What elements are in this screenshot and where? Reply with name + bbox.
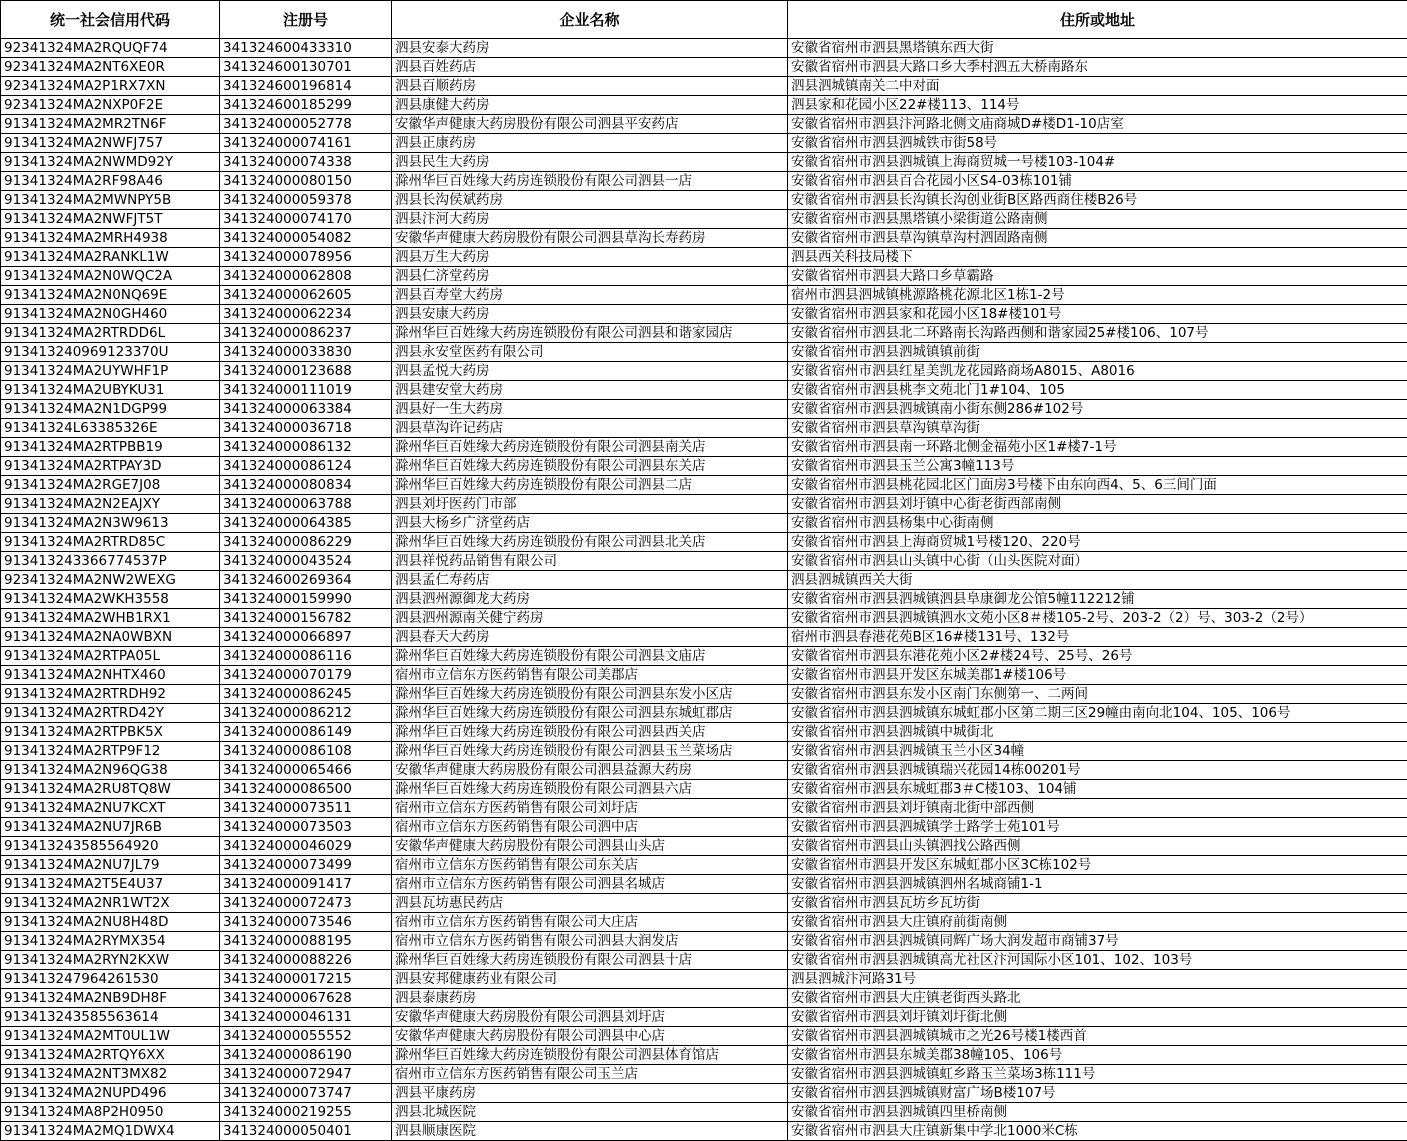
credit-code-cell: 92341324MA2NXP0F2E	[1, 96, 220, 115]
company-name-cell: 滁州华巨百姓缘大药房连锁股份有限公司泗县一店	[392, 172, 788, 191]
table-row	[1, 419, 1407, 438]
table-row	[1, 58, 1407, 77]
table-row	[1, 1103, 1407, 1122]
address-cell: 泗县西关科技局楼下	[788, 248, 1407, 267]
company-name-cell: 泗县安康大药房	[392, 305, 788, 324]
address-cell: 安徽省宿州市泗县大路口乡大季村泗五大桥南路东	[788, 58, 1407, 77]
address-cell: 安徽省宿州市泗县刘圩镇南北街中部西侧	[788, 799, 1407, 818]
company-name-cell: 泗县顺康医院	[392, 1122, 788, 1141]
credit-code-cell: 91341324L63385326E	[1, 419, 220, 438]
registration-number-cell: 341324000086132	[220, 438, 392, 457]
company-name-cell: 泗县孟悦大药房	[392, 362, 788, 381]
company-name-cell: 宿州市立信东方医药销售有限公司泗县名城店	[392, 875, 788, 894]
registration-number-cell: 341324600433310	[220, 39, 392, 58]
credit-code-cell: 91341324MA2RTPA05L	[1, 647, 220, 666]
table-row	[1, 514, 1407, 533]
company-name-cell: 泗县北城医院	[392, 1103, 788, 1122]
table-row	[1, 742, 1407, 761]
company-name-cell: 滁州华巨百姓缘大药房连锁股份有限公司泗县东发小区店	[392, 685, 788, 704]
table-row	[1, 533, 1407, 552]
table-row	[1, 1046, 1407, 1065]
company-name-cell: 泗县百寿堂大药房	[392, 286, 788, 305]
company-name-cell: 滁州华巨百姓缘大药房连锁股份有限公司泗县十店	[392, 951, 788, 970]
company-name-cell: 泗县刘圩医药门市部	[392, 495, 788, 514]
table-row	[1, 134, 1407, 153]
credit-code-cell: 92341324MA2NW2WEXG	[1, 571, 220, 590]
address-cell: 安徽省宿州市泗县草沟镇草沟街	[788, 419, 1407, 438]
table-row	[1, 685, 1407, 704]
company-name-cell: 泗县泗州源南关健宁药房	[392, 609, 788, 628]
table-row	[1, 1084, 1407, 1103]
address-cell: 安徽省宿州市泗县泗城镇东城虹郡小区第二期三区29幢由南向北104、105、106号	[788, 704, 1407, 723]
column-header-company-name: 企业名称	[392, 1, 788, 39]
table-row	[1, 837, 1407, 856]
credit-code-cell: 91341324MA2N96QG38	[1, 761, 220, 780]
credit-code-cell: 91341324MA2UBYKU31	[1, 381, 220, 400]
table-row	[1, 381, 1407, 400]
address-cell: 安徽省宿州市泗县泗城镇学士路学士苑101号	[788, 818, 1407, 837]
table-row	[1, 229, 1407, 248]
address-cell: 安徽省宿州市泗县山头镇中心街（山头医院对面）	[788, 552, 1407, 571]
address-cell: 安徽省宿州市泗县泗城镇泗州名城商铺1-1	[788, 875, 1407, 894]
registration-number-cell: 341324000046131	[220, 1008, 392, 1027]
address-cell: 泗县家和花园小区22#楼113、114号	[788, 96, 1407, 115]
column-header-credit-code: 统一社会信用代码	[1, 1, 220, 39]
company-name-cell: 泗县建安堂大药房	[392, 381, 788, 400]
table-row	[1, 400, 1407, 419]
address-cell: 安徽省宿州市泗县杨集中心街南侧	[788, 514, 1407, 533]
credit-code-cell: 91341324MA2MT0UL1W	[1, 1027, 220, 1046]
company-name-cell: 泗县正康药房	[392, 134, 788, 153]
company-name-cell: 泗县泗州源御龙大药房	[392, 590, 788, 609]
registration-number-cell: 341324000073546	[220, 913, 392, 932]
registration-number-cell: 341324000088195	[220, 932, 392, 951]
table-row	[1, 951, 1407, 970]
table-row	[1, 115, 1407, 134]
registration-number-cell: 341324000159990	[220, 590, 392, 609]
credit-code-cell: 91341324MA2NR1WT2X	[1, 894, 220, 913]
registration-number-cell: 341324000080834	[220, 476, 392, 495]
registration-number-cell: 341324000072947	[220, 1065, 392, 1084]
table-row	[1, 1122, 1407, 1141]
address-cell: 安徽省宿州市泗县百合花园小区S4-03栋101铺	[788, 172, 1407, 191]
registration-number-cell: 341324000070179	[220, 666, 392, 685]
table-row	[1, 248, 1407, 267]
address-cell: 宿州市泗县泗城镇桃源路桃花源北区1栋1-2号	[788, 286, 1407, 305]
address-cell: 泗县泗城镇南关二中对面	[788, 77, 1407, 96]
company-name-cell: 滁州华巨百姓缘大药房连锁股份有限公司泗县和谐家园店	[392, 324, 788, 343]
credit-code-cell: 91341324MA2NU7KCXT	[1, 799, 220, 818]
table-row	[1, 153, 1407, 172]
registration-number-cell: 341324000033830	[220, 343, 392, 362]
credit-code-cell: 91341324MA2NT3MX82	[1, 1065, 220, 1084]
address-cell: 安徽省宿州市泗县泗城镇泗水文苑小区8＃楼105-2号、203-2（2）号、303-2（2号）	[788, 609, 1407, 628]
address-cell: 安徽省宿州市泗县泗城镇玉兰小区34幢	[788, 742, 1407, 761]
credit-code-cell: 91341324MA2RTRD42Y	[1, 704, 220, 723]
address-cell: 安徽省宿州市泗县泗城镇瑞兴花园14栋00201号	[788, 761, 1407, 780]
address-cell: 安徽省宿州市泗县泗城镇虹乡路玉兰菜场3栋111号	[788, 1065, 1407, 1084]
table-row	[1, 305, 1407, 324]
table-row	[1, 96, 1407, 115]
company-name-cell: 泗县仁济堂药房	[392, 267, 788, 286]
registration-number-cell: 341324600196814	[220, 77, 392, 96]
company-name-cell: 安徽华声健康大药房股份有限公司泗县平安药店	[392, 115, 788, 134]
credit-code-cell: 92341324MA2RQUQF74	[1, 39, 220, 58]
address-cell: 安徽省宿州市泗县大庄镇府前街南侧	[788, 913, 1407, 932]
address-cell: 安徽省宿州市泗县红星美凯龙花园路商场A8015、A8016	[788, 362, 1407, 381]
credit-code-cell: 91341324MA2RTQY6XX	[1, 1046, 220, 1065]
company-name-cell: 泗县好一生大药房	[392, 400, 788, 419]
credit-code-cell: 91341324MA2RANKL1W	[1, 248, 220, 267]
address-cell: 安徽省宿州市泗县东城虹郡3＃C楼103、104铺	[788, 780, 1407, 799]
company-name-cell: 泗县民生大药房	[392, 153, 788, 172]
credit-code-cell: 91341324MA2RTPBK5X	[1, 723, 220, 742]
address-cell: 安徽省宿州市泗县泗城镇镇前街	[788, 343, 1407, 362]
address-cell: 安徽省宿州市泗县泗城镇泗县阜康御龙公馆5幢112212铺	[788, 590, 1407, 609]
address-cell: 安徽省宿州市泗县泗城镇上海商贸城一号楼103-104#	[788, 153, 1407, 172]
company-name-cell: 宿州市立信东方医药销售有限公司大庄店	[392, 913, 788, 932]
address-cell: 安徽省宿州市泗县山头镇泗找公路西侧	[788, 837, 1407, 856]
registration-number-cell: 341324000073511	[220, 799, 392, 818]
credit-code-cell: 91341324MA2RTRD85C	[1, 533, 220, 552]
company-name-cell: 滁州华巨百姓缘大药房连锁股份有限公司泗县体育馆店	[392, 1046, 788, 1065]
table-row	[1, 552, 1407, 571]
registration-number-cell: 341324000086212	[220, 704, 392, 723]
credit-code-cell: 91341324MA2NUPD496	[1, 1084, 220, 1103]
credit-code-cell: 91341324MA2NU8H48D	[1, 913, 220, 932]
company-name-cell: 宿州市立信东方医药销售有限公司泗县大润发店	[392, 932, 788, 951]
company-name-cell: 滁州华巨百姓缘大药房连锁股份有限公司泗县东关店	[392, 457, 788, 476]
address-cell: 安徽省宿州市泗县泗城镇同辉广场大润发超市商铺37号	[788, 932, 1407, 951]
table-row	[1, 913, 1407, 932]
registration-number-cell: 341324000086108	[220, 742, 392, 761]
company-name-cell: 泗县大杨乡广济堂药店	[392, 514, 788, 533]
registration-number-cell: 341324000219255	[220, 1103, 392, 1122]
credit-code-cell: 91341324MA2RYMX354	[1, 932, 220, 951]
address-cell: 安徽省宿州市泗县刘圩镇刘圩街北侧	[788, 1008, 1407, 1027]
company-name-cell: 安徽华声健康大药房股份有限公司泗县山头店	[392, 837, 788, 856]
address-cell: 安徽省宿州市泗县泗城镇南小街东侧286#102号	[788, 400, 1407, 419]
company-name-cell: 安徽华声健康大药房股份有限公司泗县刘圩店	[392, 1008, 788, 1027]
company-name-cell: 泗县安邦健康药业有限公司	[392, 970, 788, 989]
registration-number-cell: 341324000059378	[220, 191, 392, 210]
company-name-cell: 泗县百姓药店	[392, 58, 788, 77]
table-row	[1, 286, 1407, 305]
table-row	[1, 438, 1407, 457]
table-row	[1, 628, 1407, 647]
table-row	[1, 875, 1407, 894]
table-row	[1, 723, 1407, 742]
credit-code-cell: 91341324MA2T5E4U37	[1, 875, 220, 894]
registration-number-cell: 341324600185299	[220, 96, 392, 115]
company-name-cell: 滁州华巨百姓缘大药房连锁股份有限公司泗县文庙店	[392, 647, 788, 666]
table-row	[1, 989, 1407, 1008]
table-row	[1, 932, 1407, 951]
registration-number-cell: 341324000067628	[220, 989, 392, 1008]
company-name-cell: 泗县泰康药房	[392, 989, 788, 1008]
credit-code-cell: 91341324MA2RYN2KXW	[1, 951, 220, 970]
credit-code-cell: 913413243366774537P	[1, 552, 220, 571]
table-row	[1, 267, 1407, 286]
credit-code-cell: 91341324MA2WHB1RX1	[1, 609, 220, 628]
table-row	[1, 894, 1407, 913]
address-cell: 安徽省宿州市泗县玉兰公寓3幢113号	[788, 457, 1407, 476]
registration-number-cell: 341324600269364	[220, 571, 392, 590]
registration-number-cell: 341324000088226	[220, 951, 392, 970]
company-name-cell: 泗县永安堂医药有限公司	[392, 343, 788, 362]
credit-code-cell: 91341324MA2N1DGP99	[1, 400, 220, 419]
credit-code-cell: 913413240969123370U	[1, 343, 220, 362]
address-cell: 安徽省宿州市泗县泗城铁市街58号	[788, 134, 1407, 153]
company-name-cell: 宿州市立信东方医药销售有限公司玉兰店	[392, 1065, 788, 1084]
credit-code-cell: 91341324MA2RTP9F12	[1, 742, 220, 761]
registration-number-cell: 341324000086237	[220, 324, 392, 343]
credit-code-cell: 91341324MA2N3W9613	[1, 514, 220, 533]
registration-number-cell: 341324000036718	[220, 419, 392, 438]
registration-number-cell: 341324000062234	[220, 305, 392, 324]
table-row	[1, 39, 1407, 58]
table-row	[1, 324, 1407, 343]
address-cell: 安徽省宿州市泗县桃李文苑北门1#104、105	[788, 381, 1407, 400]
company-name-cell: 泗县春天大药房	[392, 628, 788, 647]
registration-number-cell: 341324000086245	[220, 685, 392, 704]
registration-number-cell: 341324000086229	[220, 533, 392, 552]
registration-number-cell: 341324000073747	[220, 1084, 392, 1103]
company-name-cell: 泗县安泰大药房	[392, 39, 788, 58]
registration-number-cell: 341324000062605	[220, 286, 392, 305]
registration-number-cell: 341324000074161	[220, 134, 392, 153]
table-row	[1, 571, 1407, 590]
address-cell: 安徽省宿州市泗县泗城镇财富广场B楼107号	[788, 1084, 1407, 1103]
address-cell: 安徽省宿州市泗县黑塔镇东西大街	[788, 39, 1407, 58]
registration-number-cell: 341324000055552	[220, 1027, 392, 1046]
credit-code-cell: 92341324MA2P1RX7XN	[1, 77, 220, 96]
credit-code-cell: 91341324MA2N0NQ69E	[1, 286, 220, 305]
credit-code-cell: 91341324MA2N0WQC2A	[1, 267, 220, 286]
company-name-cell: 滁州华巨百姓缘大药房连锁股份有限公司泗县东城虹郡店	[392, 704, 788, 723]
registration-number-cell: 341324000073503	[220, 818, 392, 837]
credit-code-cell: 91341324MA2N2EAJXY	[1, 495, 220, 514]
credit-code-cell: 913413243585563614	[1, 1008, 220, 1027]
registration-number-cell: 341324000086116	[220, 647, 392, 666]
address-cell: 安徽省宿州市泗县泗城镇四里桥南侧	[788, 1103, 1407, 1122]
table-row	[1, 1027, 1407, 1046]
table-row	[1, 609, 1407, 628]
address-cell: 安徽省宿州市泗县东城美郡38幢105、106号	[788, 1046, 1407, 1065]
table-row	[1, 343, 1407, 362]
credit-code-cell: 91341324MA2NHTX460	[1, 666, 220, 685]
table-row	[1, 457, 1407, 476]
table-row	[1, 476, 1407, 495]
credit-code-cell: 91341324MA2NWMD92Y	[1, 153, 220, 172]
credit-code-cell: 91341324MA2UYWHF1P	[1, 362, 220, 381]
registration-number-cell: 341324000086190	[220, 1046, 392, 1065]
credit-code-cell: 91341324MA2NU7JR6B	[1, 818, 220, 837]
table-row	[1, 362, 1407, 381]
company-name-cell: 宿州市立信东方医药销售有限公司东关店	[392, 856, 788, 875]
address-cell: 安徽省宿州市泗县东港花苑小区2#楼24号、25号、26号	[788, 647, 1407, 666]
credit-code-cell: 91341324MA2RTPBB19	[1, 438, 220, 457]
company-name-cell: 宿州市立信东方医药销售有限公司泗中店	[392, 818, 788, 837]
address-cell: 泗县泗城镇西关大街	[788, 571, 1407, 590]
address-cell: 安徽省宿州市泗县南一环路北侧金福苑小区1#楼7-1号	[788, 438, 1407, 457]
address-cell: 安徽省宿州市泗县开发区东城美郡1#楼106号	[788, 666, 1407, 685]
registration-number-cell: 341324000080150	[220, 172, 392, 191]
table-row	[1, 210, 1407, 229]
address-cell: 宿州市泗县春港花苑B区16#楼131号、132号	[788, 628, 1407, 647]
registration-number-cell: 341324000074170	[220, 210, 392, 229]
company-name-cell: 泗县草沟许记药店	[392, 419, 788, 438]
registration-number-cell: 341324000074338	[220, 153, 392, 172]
table-row	[1, 799, 1407, 818]
registration-number-cell: 341324000063788	[220, 495, 392, 514]
credit-code-cell: 913413243585564920	[1, 837, 220, 856]
company-name-cell: 泗县平康药房	[392, 1084, 788, 1103]
credit-code-cell: 91341324MA8P2H0950	[1, 1103, 220, 1122]
registration-number-cell: 341324000064385	[220, 514, 392, 533]
table-body	[1, 39, 1407, 1141]
company-name-cell: 宿州市立信东方医药销售有限公司刘圩店	[392, 799, 788, 818]
registration-number-cell: 341324600130701	[220, 58, 392, 77]
table-row	[1, 704, 1407, 723]
credit-code-cell: 91341324MA2RTRDH92	[1, 685, 220, 704]
address-cell: 安徽省宿州市泗县泗城镇城市之光26号楼1楼西首	[788, 1027, 1407, 1046]
address-cell: 安徽省宿州市泗县上海商贸城1号楼120、220号	[788, 533, 1407, 552]
company-name-cell: 泗县百顺药房	[392, 77, 788, 96]
credit-code-cell: 91341324MA2MWNPY5B	[1, 191, 220, 210]
table-row	[1, 172, 1407, 191]
company-name-cell: 滁州华巨百姓缘大药房连锁股份有限公司泗县南关店	[392, 438, 788, 457]
table-row	[1, 970, 1407, 989]
registration-number-cell: 341324000072473	[220, 894, 392, 913]
table-row	[1, 77, 1407, 96]
credit-code-cell: 91341324MA2RGE7J08	[1, 476, 220, 495]
credit-code-cell: 92341324MA2NT6XE0R	[1, 58, 220, 77]
address-cell: 安徽省宿州市泗县草沟镇草沟村泗固路南侧	[788, 229, 1407, 248]
company-name-cell: 泗县长沟侯斌药房	[392, 191, 788, 210]
registration-number-cell: 341324000050401	[220, 1122, 392, 1141]
credit-code-cell: 91341324MA2RTPAY3D	[1, 457, 220, 476]
credit-code-cell: 91341324MA2MR2TN6F	[1, 115, 220, 134]
address-cell: 安徽省宿州市泗县大庄镇新集中学北1000米C栋	[788, 1122, 1407, 1141]
registration-number-cell: 341324000086149	[220, 723, 392, 742]
address-cell: 安徽省宿州市泗县东发小区南门东侧第一、二两间	[788, 685, 1407, 704]
company-name-cell: 泗县孟仁寿药店	[392, 571, 788, 590]
credit-code-cell: 91341324MA2MQ1DWX4	[1, 1122, 220, 1141]
company-name-cell: 滁州华巨百姓缘大药房连锁股份有限公司泗县二店	[392, 476, 788, 495]
column-header-registration-number: 注册号	[220, 1, 392, 39]
registration-number-cell: 341324000156782	[220, 609, 392, 628]
table-row	[1, 647, 1407, 666]
company-name-cell: 滁州华巨百姓缘大药房连锁股份有限公司泗县六店	[392, 780, 788, 799]
column-header-address: 住所或地址	[788, 1, 1407, 39]
table-row	[1, 191, 1407, 210]
credit-code-cell: 913413247964261530	[1, 970, 220, 989]
company-name-cell: 泗县祥悦药品销售有限公司	[392, 552, 788, 571]
credit-code-cell: 91341324MA2NA0WBXN	[1, 628, 220, 647]
table-row	[1, 856, 1407, 875]
company-name-cell: 滁州华巨百姓缘大药房连锁股份有限公司泗县玉兰菜场店	[392, 742, 788, 761]
credit-code-cell: 91341324MA2NWFJ757	[1, 134, 220, 153]
registration-number-cell: 341324000086124	[220, 457, 392, 476]
credit-code-cell: 91341324MA2NWFJT5T	[1, 210, 220, 229]
credit-code-cell: 91341324MA2WKH3558	[1, 590, 220, 609]
company-name-cell: 安徽华声健康大药房股份有限公司泗县草沟长寿药房	[392, 229, 788, 248]
registration-number-cell: 341324000073499	[220, 856, 392, 875]
company-name-cell: 泗县万生大药房	[392, 248, 788, 267]
header-row	[1, 1, 1407, 39]
table-row	[1, 1065, 1407, 1084]
company-name-cell: 滁州华巨百姓缘大药房连锁股份有限公司泗县西关店	[392, 723, 788, 742]
address-cell: 安徽省宿州市泗县长沟镇长沟创业街B区路西商住楼B26号	[788, 191, 1407, 210]
registration-number-cell: 341324000091417	[220, 875, 392, 894]
address-cell: 安徽省宿州市泗县汴河路北侧文庙商城D#楼D1-10店室	[788, 115, 1407, 134]
address-cell: 安徽省宿州市泗县家和花园小区18#楼101号	[788, 305, 1407, 324]
address-cell: 安徽省宿州市泗县泗城镇高尤社区汴河国际小区101、102、103号	[788, 951, 1407, 970]
registration-number-cell: 341324000017215	[220, 970, 392, 989]
company-name-cell: 宿州市立信东方医药销售有限公司美郡店	[392, 666, 788, 685]
address-cell: 安徽省宿州市泗县黑塔镇小梁街道公路南侧	[788, 210, 1407, 229]
registration-number-cell: 341324000111019	[220, 381, 392, 400]
address-cell: 安徽省宿州市泗县北二环路南长沟路西侧和谐家园25#楼106、107号	[788, 324, 1407, 343]
credit-code-cell: 91341324MA2N0GH460	[1, 305, 220, 324]
registration-number-cell: 341324000078956	[220, 248, 392, 267]
table-row	[1, 761, 1407, 780]
address-cell: 安徽省宿州市泗县泗城镇中城街北	[788, 723, 1407, 742]
registration-number-cell: 341324000065466	[220, 761, 392, 780]
address-cell: 泗县泗城汴河路31号	[788, 970, 1407, 989]
registration-number-cell: 341324000052778	[220, 115, 392, 134]
table-row	[1, 780, 1407, 799]
credit-code-cell: 91341324MA2RU8TQ8W	[1, 780, 220, 799]
company-name-cell: 泗县汴河大药房	[392, 210, 788, 229]
registration-number-cell: 341324000066897	[220, 628, 392, 647]
company-name-cell: 滁州华巨百姓缘大药房连锁股份有限公司泗县北关店	[392, 533, 788, 552]
address-cell: 安徽省宿州市泗县开发区东城虹郡小区3C栋102号	[788, 856, 1407, 875]
table-row	[1, 666, 1407, 685]
credit-code-cell: 91341324MA2NB9DH8F	[1, 989, 220, 1008]
company-name-cell: 泗县瓦坊惠民药店	[392, 894, 788, 913]
registration-number-cell: 341324000043524	[220, 552, 392, 571]
company-name-cell: 安徽华声健康大药房股份有限公司泗县中心店	[392, 1027, 788, 1046]
table-row	[1, 1008, 1407, 1027]
registration-number-cell: 341324000054082	[220, 229, 392, 248]
address-cell: 安徽省宿州市泗县桃花园北区门面房3号楼下由东向西4、5、6三间门面	[788, 476, 1407, 495]
credit-code-cell: 91341324MA2NU7JL79	[1, 856, 220, 875]
registration-number-cell: 341324000046029	[220, 837, 392, 856]
table-row	[1, 818, 1407, 837]
address-cell: 安徽省宿州市泗县刘圩镇中心街老街西部南侧	[788, 495, 1407, 514]
address-cell: 安徽省宿州市泗县大庄镇老街西头路北	[788, 989, 1407, 1008]
registration-number-cell: 341324000086500	[220, 780, 392, 799]
company-name-cell: 安徽华声健康大药房股份有限公司泗县益源大药房	[392, 761, 788, 780]
registration-number-cell: 341324000063384	[220, 400, 392, 419]
registration-number-cell: 341324000062808	[220, 267, 392, 286]
credit-code-cell: 91341324MA2MRH4938	[1, 229, 220, 248]
registration-number-cell: 341324000123688	[220, 362, 392, 381]
table-row	[1, 590, 1407, 609]
credit-code-cell: 91341324MA2RF98A46	[1, 172, 220, 191]
credit-code-cell: 91341324MA2RTRDD6L	[1, 324, 220, 343]
company-name-cell: 泗县康健大药房	[392, 96, 788, 115]
address-cell: 安徽省宿州市泗县大路口乡草霸路	[788, 267, 1407, 286]
table-row	[1, 495, 1407, 514]
address-cell: 安徽省宿州市泗县瓦坊乡瓦坊街	[788, 894, 1407, 913]
